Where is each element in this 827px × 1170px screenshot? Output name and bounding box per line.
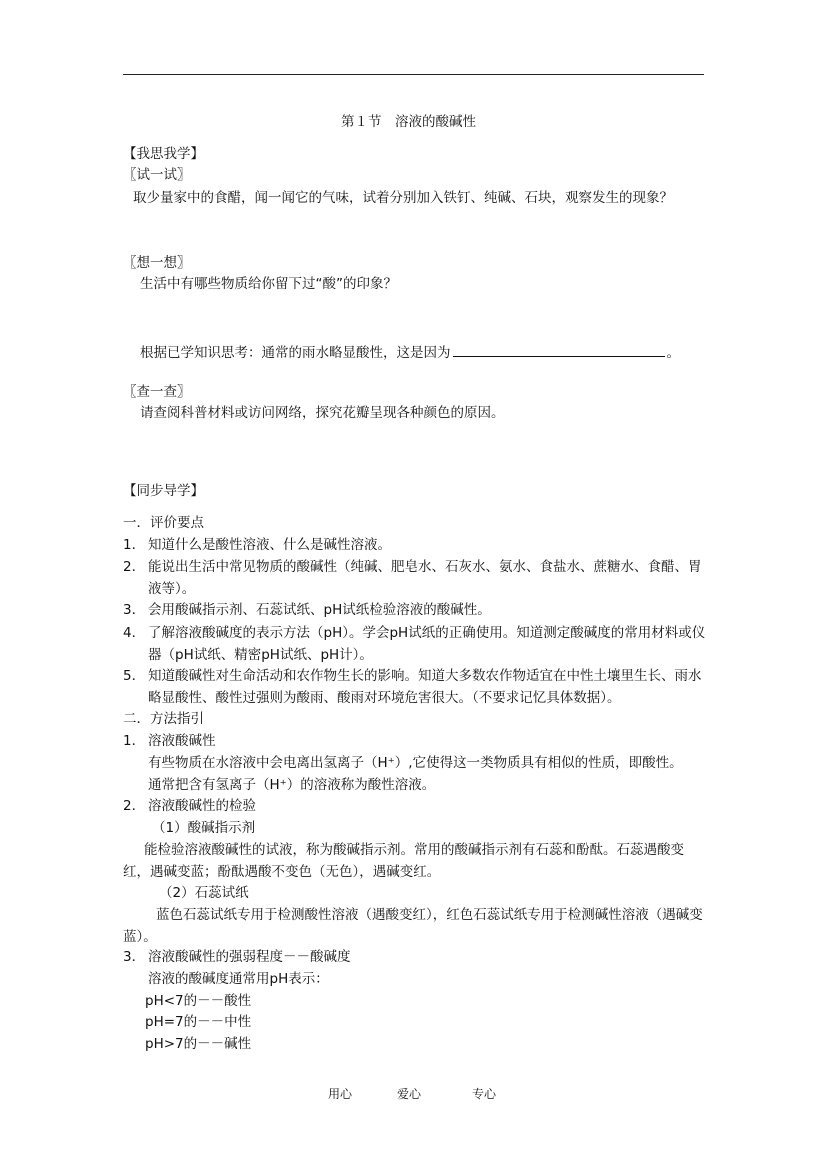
subsection-number: 1．: [123, 733, 146, 749]
check-text: 请查阅科普材料或访问网络，探究花瓣呈现各种颜色的原因。: [140, 405, 505, 421]
ph-line: pH=7的－－中性: [145, 1014, 252, 1030]
think-question-text: 根据已学知识思考：通常的雨水略显酸性，这是因为: [140, 345, 451, 361]
list-item: 能说出生活中常见物质的酸碱性（纯碱、肥皂水、石灰水、氨水、食盐水、蔗糖水、食醋、胃液等）。: [148, 559, 702, 597]
paragraph: 溶液的酸碱度通常用pH表示：: [148, 971, 329, 987]
subsection-number: 3．: [123, 949, 146, 965]
list-item: 知道什么是酸性溶液、什么是碱性溶液。: [148, 537, 391, 553]
footer-text: 爱心: [397, 1087, 422, 1101]
document-title: 第１节 溶液的酸碱性: [341, 114, 476, 130]
paragraph: 蓝色石蕊试纸专用于检测酸性溶液（遇酸变红），红色石蕊试纸专用于检测碱性溶液（遇碱变蓝）。: [123, 907, 703, 945]
check-label: 〖查一查〗: [123, 384, 191, 400]
paragraph: 通常把含有氢离子（H⁺）的溶液称为酸性溶液。: [148, 777, 436, 793]
try-label: 〖试一试〗: [123, 167, 191, 183]
header-rule: [123, 74, 704, 75]
list-item-number: 2．: [123, 559, 146, 575]
list-item-number: 5．: [123, 668, 146, 684]
subsection-title: 溶液酸碱性的检验: [148, 798, 256, 814]
think-text: 生活中有哪些物质给你留下过“酸”的印象？: [140, 276, 397, 292]
list-item: 知道酸碱性对生命活动和农作物生长的影响。知道大多数农作物适宜在中性土壤里生长、雨水略显酸性、酸性过强则为酸雨、酸雨对环境危害很大。（不要求记忆具体数据）。: [148, 668, 702, 706]
section-heading-think-learn: 【我思我学】: [123, 146, 204, 162]
paragraph: 能检验溶液酸碱性的试液，称为酸碱指示剂。常用的酸碱指示剂有石蕊和酚酞。石蕊遇酸变红，遇碱变蓝；酚酞遇酸不变色（无色），遇碱变红。: [123, 842, 684, 880]
footer-text: 专心: [472, 1087, 497, 1101]
list-item-number: 4．: [123, 625, 146, 641]
list-item: 了解溶液酸碱度的表示方法（pH）。学会pH试纸的正确使用。知道测定酸碱度的常用材料或仪器（pH试纸、精密pH试纸、pH计）。: [148, 625, 706, 663]
think-question-end: 。: [666, 345, 680, 361]
subsection-title: 溶液酸碱性: [148, 733, 216, 749]
try-text: 取少量家中的食醋，闻一闻它的气味，试着分别加入铁钉、纯碱、石块，观察发生的现象？: [133, 190, 673, 206]
subsection-title: 溶液酸碱性的强弱程度－－酸碱度: [148, 949, 351, 965]
list-item-number: 1．: [123, 537, 146, 553]
think-question: [140, 341, 680, 362]
section-heading-guide: 【同步导学】: [123, 483, 204, 499]
sub-heading: （2）石蕊试纸: [159, 885, 249, 901]
part1-title: 一．评价要点: [123, 515, 204, 531]
think-label: 〖想一想〗: [123, 255, 191, 271]
paragraph: 有些物质在水溶液中会电离出氢离子（H⁺）,它使得这一类物质具有相似的性质，即酸性。: [148, 755, 683, 771]
ph-line: pH<7的－－酸性: [145, 993, 252, 1009]
part2-title: 二．方法指引: [123, 711, 204, 727]
footer-text: 用心: [328, 1087, 353, 1101]
list-item-number: 3．: [123, 602, 146, 618]
ph-line: pH>7的－－碱性: [145, 1036, 252, 1052]
sub-heading: （1）酸碱指示剂: [152, 820, 256, 836]
subsection-number: 2．: [123, 798, 146, 814]
list-item: 会用酸碱指示剂、石蕊试纸、pH试纸检验溶液的酸碱性。: [148, 602, 491, 618]
answer-blank[interactable]: [453, 341, 665, 357]
